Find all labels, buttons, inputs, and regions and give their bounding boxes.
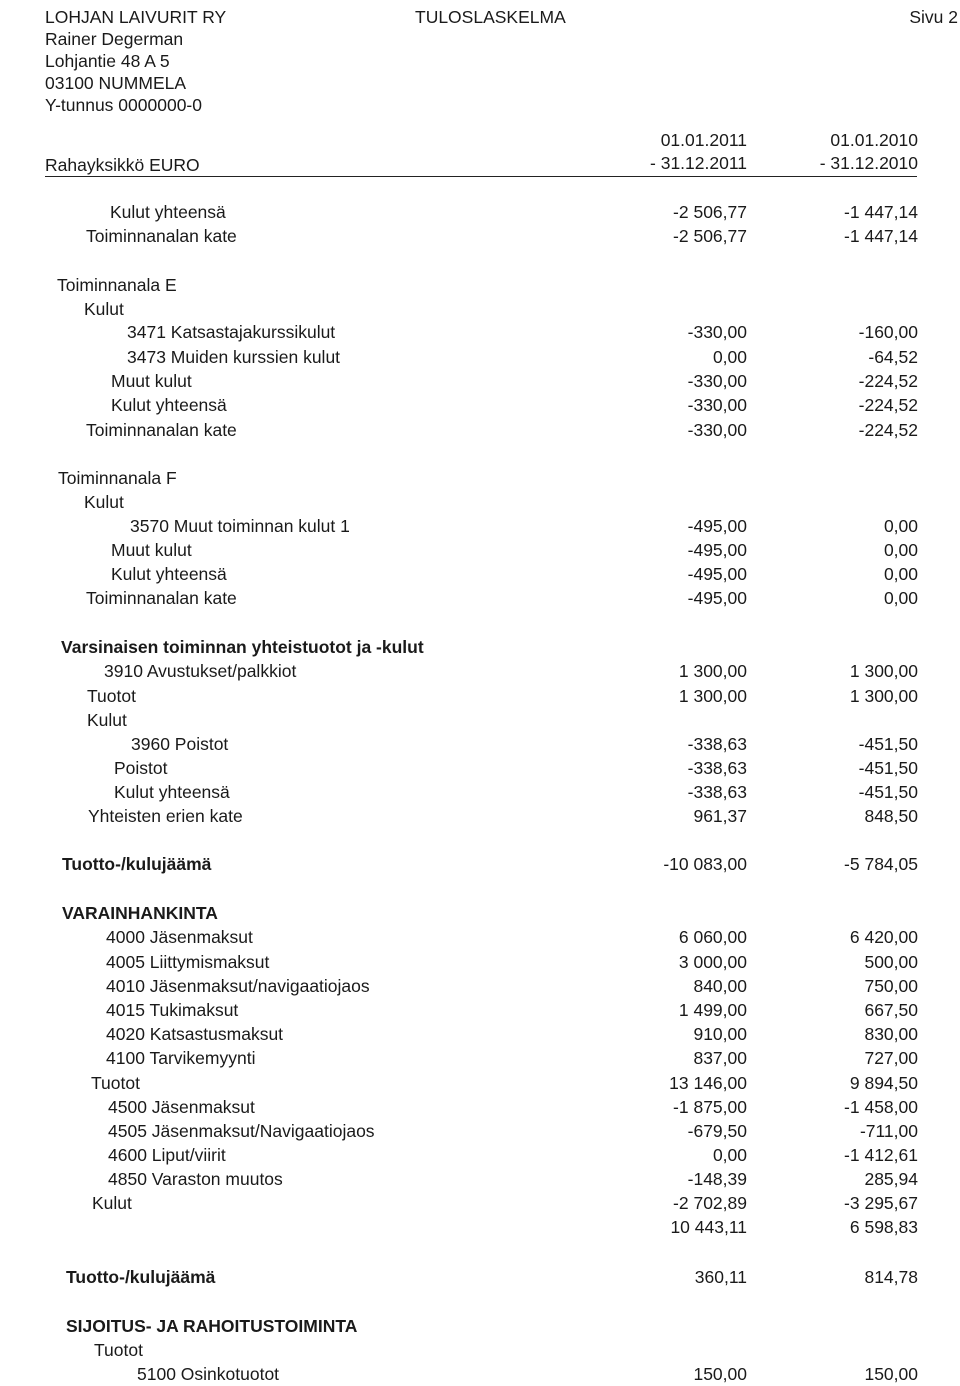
row-label: 3960 Poistot bbox=[131, 734, 229, 754]
value-2010: -1 458,00 bbox=[844, 1097, 918, 1117]
value-2010: 1 300,00 bbox=[849, 661, 918, 681]
value-2010: -160,00 bbox=[858, 322, 918, 342]
row-label: 3471 Katsastajakurssikulut bbox=[127, 322, 336, 342]
org-name: LOHJAN LAIVURIT RY bbox=[45, 7, 227, 27]
statement-row bbox=[0, 393, 960, 417]
row-label: Tuotot bbox=[91, 1073, 140, 1093]
row-label: 3910 Avustukset/palkkiot bbox=[104, 661, 297, 681]
postal-address: 03100 NUMMELA bbox=[45, 73, 187, 93]
value-2010: 0,00 bbox=[883, 540, 918, 560]
row-label: Kulut yhteensä bbox=[111, 564, 227, 584]
row-label: Toiminnanalan kate bbox=[86, 226, 237, 246]
value-2011: -330,00 bbox=[687, 322, 747, 342]
value-2011: -330,00 bbox=[687, 395, 747, 415]
row-label: Muut kulut bbox=[111, 371, 192, 391]
value-2011: -495,00 bbox=[687, 588, 747, 608]
statement-row bbox=[0, 273, 960, 297]
value-2011: -338,63 bbox=[687, 734, 747, 754]
statement-row bbox=[0, 1022, 960, 1046]
value-2010: -451,50 bbox=[858, 758, 918, 778]
value-2010: 814,78 bbox=[864, 1267, 918, 1287]
value-2011: -10 083,00 bbox=[663, 854, 747, 874]
row-label: Tuotto-/kulujäämä bbox=[62, 854, 212, 874]
statement-row bbox=[0, 998, 960, 1022]
row-label: 4010 Jäsenmaksut/navigaatiojaos bbox=[106, 976, 370, 996]
row-label: Tuotot bbox=[87, 686, 136, 706]
statement-row bbox=[0, 1314, 960, 1338]
value-2011: 0,00 bbox=[712, 347, 747, 367]
value-2010: -224,52 bbox=[858, 420, 918, 440]
value-2011: -495,00 bbox=[687, 564, 747, 584]
header-divider bbox=[45, 176, 917, 177]
value-2010: -5 784,05 bbox=[844, 854, 918, 874]
value-2010: -64,52 bbox=[868, 347, 918, 367]
statement-row bbox=[0, 586, 960, 610]
value-2011: 1 499,00 bbox=[678, 1000, 747, 1020]
value-2010: -451,50 bbox=[858, 734, 918, 754]
value-2010: 0,00 bbox=[883, 588, 918, 608]
value-2011: -338,63 bbox=[687, 758, 747, 778]
value-2011: 0,00 bbox=[712, 1145, 747, 1165]
statement-row bbox=[0, 1119, 960, 1143]
row-label: 4500 Jäsenmaksut bbox=[108, 1097, 255, 1117]
value-2011: -148,39 bbox=[687, 1169, 747, 1189]
value-2010: -3 295,67 bbox=[844, 1193, 918, 1213]
value-2010: 727,00 bbox=[864, 1048, 918, 1068]
period-current bbox=[650, 129, 747, 175]
statement-row bbox=[0, 1338, 960, 1362]
row-label: Toiminnanalan kate bbox=[86, 420, 237, 440]
value-2010: -711,00 bbox=[859, 1121, 918, 1141]
value-2010: 500,00 bbox=[864, 952, 918, 972]
value-2011: 961,37 bbox=[693, 806, 747, 826]
row-label: VARAINHANKINTA bbox=[62, 903, 218, 923]
value-2010: 750,00 bbox=[864, 976, 918, 996]
street-address: Lohjantie 48 A 5 bbox=[45, 51, 170, 71]
document-title: TULOSLASKELMA bbox=[415, 7, 566, 27]
value-2011: -2 702,89 bbox=[673, 1193, 747, 1213]
statement-row bbox=[0, 659, 960, 683]
value-2011: 910,00 bbox=[693, 1024, 747, 1044]
statement-row bbox=[0, 320, 960, 344]
value-2011: -330,00 bbox=[687, 420, 747, 440]
value-2010: 1 300,00 bbox=[849, 686, 918, 706]
value-2010: -451,50 bbox=[858, 782, 918, 802]
row-label: Kulut yhteensä bbox=[110, 202, 226, 222]
value-2010: 0,00 bbox=[883, 564, 918, 584]
value-2010: 6 420,00 bbox=[849, 927, 918, 947]
value-2010: -224,52 bbox=[858, 395, 918, 415]
value-2010: 6 598,83 bbox=[849, 1217, 918, 1237]
statement-row bbox=[0, 514, 960, 538]
statement-row bbox=[0, 297, 960, 321]
statement-row bbox=[0, 925, 960, 949]
statement-row bbox=[0, 345, 960, 369]
row-label: 3570 Muut toiminnan kulut 1 bbox=[130, 516, 350, 536]
value-2011: -2 506,77 bbox=[673, 226, 747, 246]
row-label: 4015 Tukimaksut bbox=[106, 1000, 239, 1020]
statement-row bbox=[0, 804, 960, 828]
row-label: Kulut bbox=[84, 299, 124, 319]
row-label: 4005 Liittymismaksut bbox=[106, 952, 270, 972]
value-2010: 667,50 bbox=[864, 1000, 918, 1020]
value-2010: -1 412,61 bbox=[844, 1145, 918, 1165]
period-current-end: - 31.12.2011 bbox=[650, 153, 747, 173]
statement-row bbox=[0, 1071, 960, 1095]
value-2010: 0,00 bbox=[883, 516, 918, 536]
row-label: Toiminnanalan kate bbox=[86, 588, 237, 608]
row-label: Yhteisten erien kate bbox=[88, 806, 243, 826]
statement-row bbox=[0, 200, 960, 224]
statement-row bbox=[0, 1167, 960, 1191]
statement-row bbox=[0, 369, 960, 393]
statement-row bbox=[0, 1265, 960, 1289]
statement-row bbox=[0, 732, 960, 756]
value-2011: 1 300,00 bbox=[678, 661, 747, 681]
value-2011: 360,11 bbox=[694, 1267, 747, 1287]
statement-row bbox=[0, 418, 960, 442]
statement-row bbox=[0, 490, 960, 514]
value-2011: -495,00 bbox=[687, 540, 747, 560]
statement-row bbox=[0, 950, 960, 974]
statement-row bbox=[0, 756, 960, 780]
row-label: Kulut bbox=[84, 492, 124, 512]
row-label: Tuotot bbox=[94, 1340, 143, 1360]
value-2010: 830,00 bbox=[864, 1024, 918, 1044]
value-2011: 150,00 bbox=[693, 1364, 747, 1384]
statement-row bbox=[0, 901, 960, 925]
currency-unit: Rahayksikkö EURO bbox=[45, 155, 200, 175]
row-label: Tuotto-/kulujäämä bbox=[66, 1267, 216, 1287]
statement-row bbox=[0, 974, 960, 998]
row-label: 4100 Tarvikemyynti bbox=[106, 1048, 256, 1068]
value-2011: 3 000,00 bbox=[678, 952, 747, 972]
period-current-start: 01.01.2011 bbox=[660, 130, 747, 150]
value-2011: -495,00 bbox=[687, 516, 747, 536]
statement-row bbox=[0, 562, 960, 586]
statement-row bbox=[0, 684, 960, 708]
period-previous bbox=[820, 129, 918, 175]
statement-row bbox=[0, 1191, 960, 1215]
row-label: 4000 Jäsenmaksut bbox=[106, 927, 253, 947]
row-label: SIJOITUS- JA RAHOITUSTOIMINTA bbox=[66, 1316, 358, 1336]
statement-row bbox=[0, 224, 960, 248]
value-2011: 10 443,11 bbox=[670, 1217, 747, 1237]
value-2010: 285,94 bbox=[864, 1169, 918, 1189]
value-2011: 837,00 bbox=[693, 1048, 747, 1068]
value-2011: 840,00 bbox=[693, 976, 747, 996]
value-2011: -330,00 bbox=[687, 371, 747, 391]
row-label: 5100 Osinkotuotot bbox=[137, 1364, 280, 1384]
business-id: Y-tunnus 0000000-0 bbox=[45, 95, 202, 115]
value-2011: 13 146,00 bbox=[669, 1073, 747, 1093]
value-2010: -224,52 bbox=[858, 371, 918, 391]
statement-row bbox=[0, 1215, 960, 1239]
row-label: Kulut bbox=[87, 710, 127, 730]
row-label: Kulut yhteensä bbox=[114, 782, 230, 802]
statement-row bbox=[0, 1095, 960, 1119]
value-2010: 848,50 bbox=[864, 806, 918, 826]
period-previous-end: - 31.12.2010 bbox=[819, 153, 918, 173]
contact-person: Rainer Degerman bbox=[45, 29, 184, 49]
statement-row bbox=[0, 1362, 960, 1386]
value-2010: -1 447,14 bbox=[844, 226, 918, 246]
row-label: 3473 Muiden kurssien kulut bbox=[127, 347, 341, 367]
row-label: Toiminnanala E bbox=[57, 275, 177, 295]
row-label: 4505 Jäsenmaksut/Navigaatiojaos bbox=[108, 1121, 375, 1141]
row-label: Poistot bbox=[114, 758, 168, 778]
value-2010: -1 447,14 bbox=[844, 202, 918, 222]
statement-row bbox=[0, 852, 960, 876]
row-label: 4600 Liput/viirit bbox=[108, 1145, 226, 1165]
value-2011: -1 875,00 bbox=[673, 1097, 747, 1117]
value-2011: -338,63 bbox=[687, 782, 747, 802]
statement-row bbox=[0, 635, 960, 659]
value-2011: -2 506,77 bbox=[673, 202, 747, 222]
row-label: Kulut yhteensä bbox=[111, 395, 227, 415]
organization-block bbox=[45, 6, 226, 116]
row-label: Varsinaisen toiminnan yhteistuotot ja -kulut bbox=[61, 637, 424, 657]
value-2011: 6 060,00 bbox=[678, 927, 747, 947]
statement-row bbox=[0, 708, 960, 732]
statement-row bbox=[0, 1143, 960, 1167]
row-label: Muut kulut bbox=[111, 540, 192, 560]
statement-row bbox=[0, 1046, 960, 1070]
value-2010: 9 894,50 bbox=[849, 1073, 918, 1093]
statement-row bbox=[0, 466, 960, 490]
row-label: Kulut bbox=[92, 1193, 132, 1213]
value-2011: 1 300,00 bbox=[678, 686, 747, 706]
value-2011: -679,50 bbox=[687, 1121, 747, 1141]
period-previous-start: 01.01.2010 bbox=[830, 130, 918, 150]
row-label: Toiminnanala F bbox=[58, 468, 177, 488]
value-2010: 150,00 bbox=[864, 1364, 918, 1384]
statement-row bbox=[0, 780, 960, 804]
page-number: Sivu 2 bbox=[909, 7, 958, 27]
statement-row bbox=[0, 538, 960, 562]
row-label: 4020 Katsastusmaksut bbox=[106, 1024, 284, 1044]
row-label: 4850 Varaston muutos bbox=[108, 1169, 283, 1189]
